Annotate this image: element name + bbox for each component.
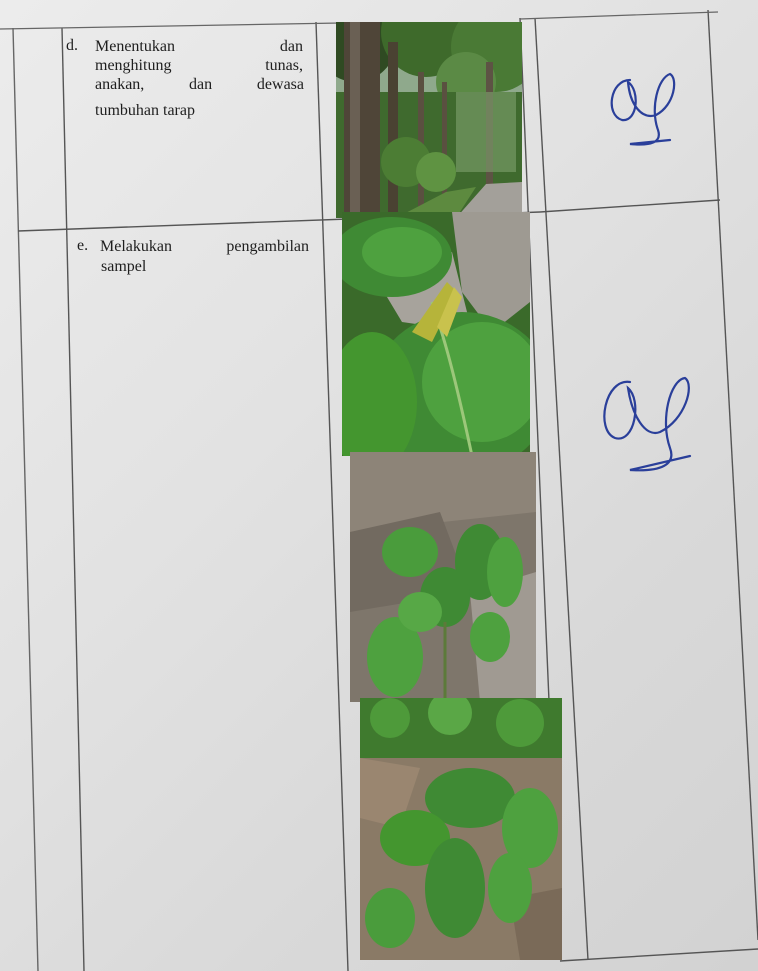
row-d-line-3: anakan, dan dewasa [95,76,304,93]
forest-path-photo [336,22,522,218]
row-d-line-2: menghitung tunas, [95,57,303,74]
row-e-marker: e. [77,237,89,254]
signature-paraf-row-d [600,60,696,152]
row-e-line-1: Melakukan pengambilan [100,238,309,255]
row-e-line-2: sampel [101,258,147,275]
young-leaves-seedling-photo [350,452,536,702]
row-d-line-1: Menentukan dan [95,38,303,55]
leafy-plant-ground-photo [360,698,562,960]
signature-paraf-row-e [590,360,706,480]
leaf-sprout-closeup-photo [342,212,530,456]
row-d-line-4: tumbuhan tarap [95,102,195,119]
row-d-marker: d. [66,37,78,54]
